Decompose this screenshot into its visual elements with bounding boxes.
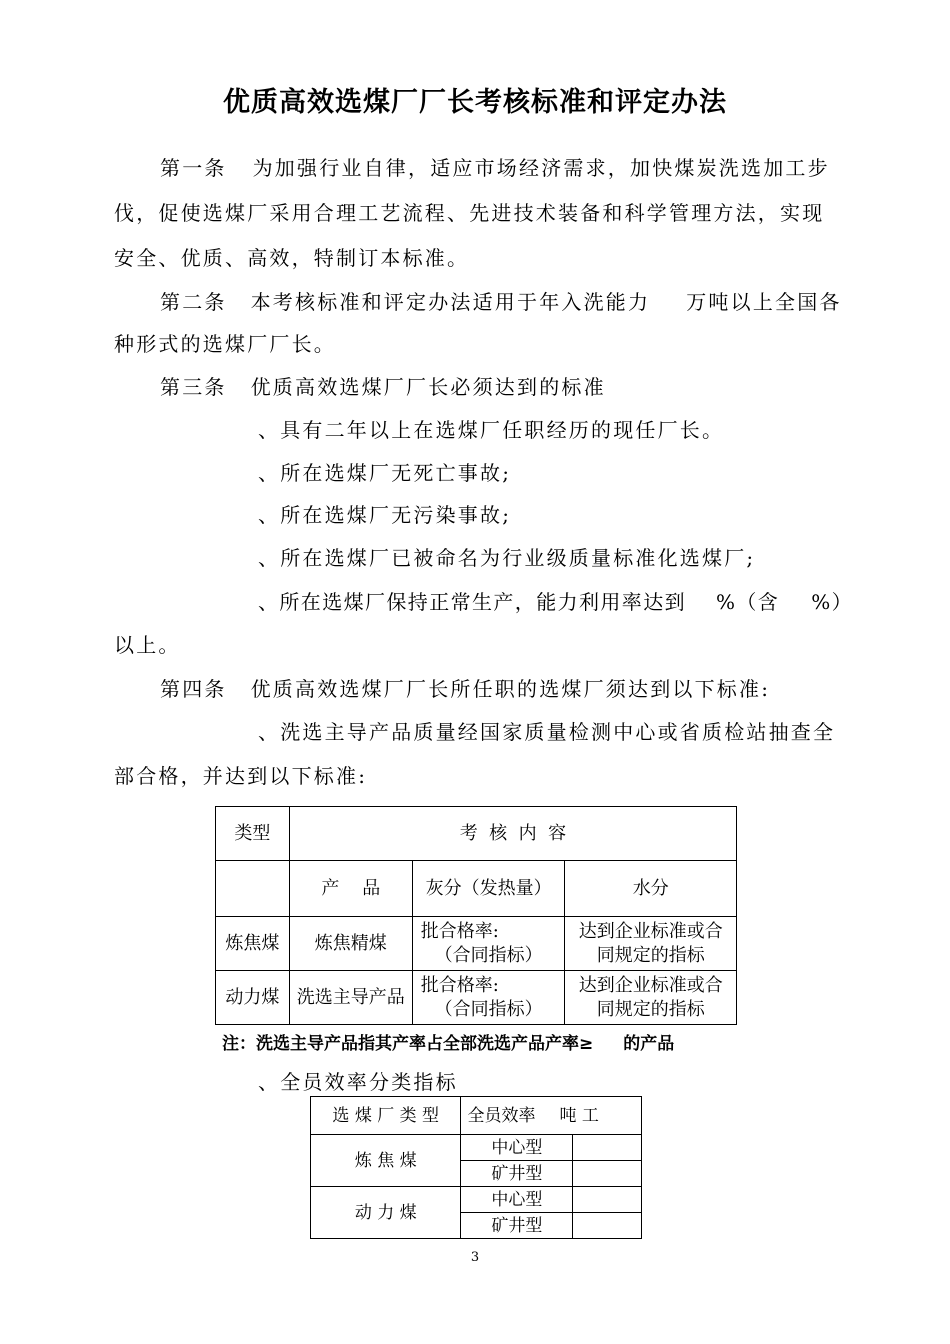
row-type: 炼焦煤 [216,917,290,971]
article-2-text-1: 本考核标准和评定办法适用于年入洗能力 [250,290,651,314]
subheader-water: 水分 [565,861,737,917]
article-1-label: 第一条 [160,156,227,180]
article-2-text-2: 万吨以上全国各 [686,290,842,314]
article-4-heading [160,673,770,702]
table-row [216,917,737,971]
subheader-product: 产 品 [289,861,412,917]
row-water-line-1: 达到企业标准或合 [578,974,723,996]
table-note [222,1029,674,1054]
subtype: 中心型 [461,1187,573,1213]
article-3-item-4: 、所在选煤厂已被命名为行业级质量标准化选煤厂; [258,546,756,570]
article-4-item-1-line-2: 部合格，并达到以下标准: [114,764,368,788]
eff-header-type: 选 煤 厂 类 型 [311,1097,461,1135]
value-cell [573,1213,642,1239]
row-water-line-2: 同规定的指标 [596,998,705,1020]
article-3-item-5-text: 、所在选煤厂保持正常生产，能力利用率达到 [258,590,686,614]
group-name: 动 力 煤 [311,1187,461,1239]
value-cell [573,1135,642,1161]
article-2-label: 第二条 [160,290,227,314]
header-type: 类型 [216,807,290,861]
efficiency-header-row [311,1097,642,1135]
article-3-item-5-line-2: 以上。 [114,633,181,657]
row-type: 动力煤 [216,971,290,1025]
subtype: 矿井型 [461,1213,573,1239]
article-1-line-2: 伐，促使选煤厂采用合理工艺流程、先进技术装备和科学管理方法，实现 [114,201,825,225]
row-ash-line-2: （合同指标） [434,998,543,1020]
article-4-text: 优质高效选煤厂厂长所任职的选煤厂须达到以下标准: [250,677,771,701]
eff-header-eff-label: 全员效率 [467,1105,536,1126]
table-header-row [216,807,737,861]
article-3-text: 优质高效选煤厂厂长必须达到的标准 [250,375,606,399]
table-row [216,971,737,1025]
table-row [311,1135,642,1161]
table-note-suffix: 的产品 [623,1034,675,1054]
row-water-line-2: 同规定的指标 [596,944,705,966]
table-note-text: 注：洗选主导产品指其产率占全部洗选产品产率≥ [222,1034,594,1054]
value-cell [573,1187,642,1213]
row-ash [412,917,565,971]
subtype: 中心型 [461,1135,573,1161]
document-title: 优质高效选煤厂厂长考核标准和评定办法 [223,87,727,118]
article-3-item-2: 、所在选煤厂无死亡事故; [258,461,512,485]
article-3-item-5-pct-a: %（含 [716,590,780,614]
row-product: 洗选主导产品 [289,971,412,1025]
subheader-empty [216,861,290,917]
table-row [311,1187,642,1213]
table-subheader-row [216,861,737,917]
page-number: 3 [470,1250,480,1265]
eff-header-unit: 吨 工 [559,1105,599,1126]
row-water [565,917,737,971]
article-2-line-2: 种形式的选煤厂厂长。 [114,332,336,356]
row-water-line-1: 达到企业标准或合 [578,920,723,942]
row-product: 炼焦精煤 [289,917,412,971]
group-name: 炼 焦 煤 [311,1135,461,1187]
article-1-line-1 [160,152,830,181]
row-ash-line-2: （合同指标） [434,944,543,966]
row-ash-line-1: 批合格率: [420,920,499,942]
item-2-heading: 、全员效率分类指标 [258,1070,458,1094]
article-3-label: 第三条 [160,375,227,399]
value-cell [573,1161,642,1187]
article-1-line-3: 安全、优质、高效，特制订本标准。 [114,246,470,270]
article-2-line-1 [160,286,842,315]
article-3-item-5-pct-b: %） [811,590,854,614]
article-1-text-1: 为加强行业自律，适应市场经济需求，加快煤炭洗选加工步 [252,156,830,180]
article-3-heading [160,371,606,400]
eff-header-efficiency [461,1097,642,1135]
row-ash-line-1: 批合格率: [420,974,499,996]
article-4-item-1-line-1: 、洗选主导产品质量经国家质量检测中心或省质检站抽查全 [258,720,836,744]
header-content: 考 核 内 容 [289,807,736,861]
subtype: 矿井型 [461,1161,573,1187]
article-3-item-1: 、具有二年以上在选煤厂任职经历的现任厂长。 [258,418,725,442]
article-3-item-5 [258,586,853,615]
subheader-ash: 灰分（发热量） [412,861,565,917]
quality-standard-table [215,806,737,1025]
article-4-label: 第四条 [160,677,227,701]
efficiency-table [310,1096,642,1239]
row-water [565,971,737,1025]
article-3-item-3: 、所在选煤厂无污染事故; [258,503,512,527]
row-ash [412,971,565,1025]
